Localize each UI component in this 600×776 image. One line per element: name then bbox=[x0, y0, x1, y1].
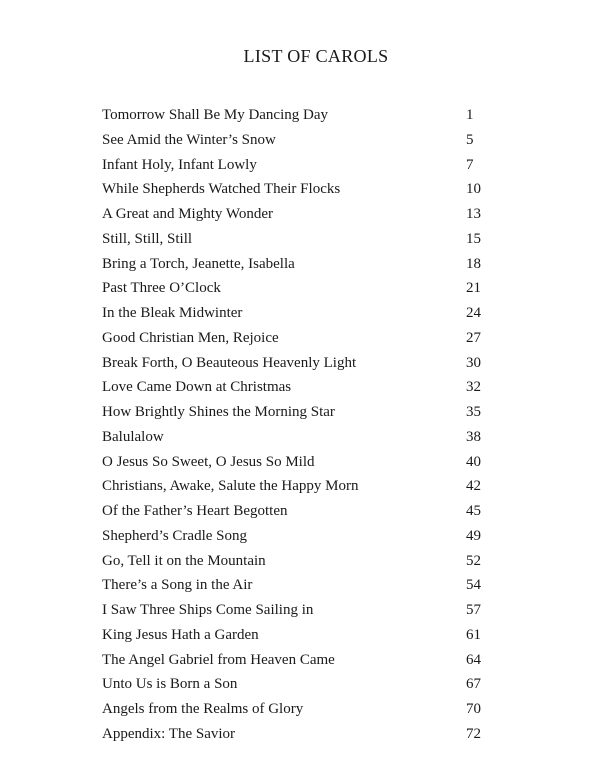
toc-entry bbox=[102, 252, 487, 277]
carol-title: Still, Still, Still bbox=[102, 230, 193, 247]
page-number: 70 bbox=[466, 701, 481, 717]
toc-entry bbox=[102, 351, 487, 376]
toc-entry bbox=[102, 697, 487, 722]
carol-title: See Amid the Winter’s Snow bbox=[102, 131, 276, 148]
carol-title: Appendix: The Savior bbox=[102, 725, 236, 742]
toc-entry bbox=[102, 598, 487, 623]
page-number: 61 bbox=[466, 626, 481, 643]
carol-title: Tomorrow Shall Be My Dancing Day bbox=[102, 107, 328, 123]
page-number: 15 bbox=[466, 230, 481, 247]
carol-title: Unto Us is Born a Son bbox=[102, 676, 238, 693]
toc-entry bbox=[102, 301, 487, 326]
toc-entry bbox=[102, 425, 487, 450]
carol-title: Of the Father’s Heart Begotten bbox=[102, 503, 288, 519]
page-title: LIST OF CAROLS bbox=[243, 46, 389, 66]
toc-entry bbox=[102, 276, 487, 301]
carol-title: Good Christian Men, Rejoice bbox=[102, 329, 279, 346]
carol-title: Break Forth, O Beauteous Heavenly Light bbox=[102, 354, 357, 371]
toc-entry bbox=[102, 524, 487, 549]
page-number: 24 bbox=[466, 305, 481, 321]
page-number: 7 bbox=[466, 156, 474, 173]
page-number: 72 bbox=[466, 725, 481, 742]
page-number: 27 bbox=[466, 329, 481, 346]
toc-entry bbox=[102, 103, 487, 128]
toc-entry bbox=[102, 153, 487, 178]
carol-title: Past Three O’Clock bbox=[102, 280, 221, 297]
toc-entry bbox=[102, 326, 487, 351]
table-of-contents bbox=[102, 103, 487, 747]
page-number: 5 bbox=[466, 131, 474, 148]
page-number: 1 bbox=[466, 107, 474, 123]
page-number: 38 bbox=[466, 428, 481, 445]
page-number: 45 bbox=[466, 503, 481, 519]
toc-entry bbox=[102, 375, 487, 400]
carol-title: Love Came Down at Christmas bbox=[102, 379, 292, 396]
carol-title: O Jesus So Sweet, O Jesus So Mild bbox=[102, 453, 315, 470]
toc-entry bbox=[102, 128, 487, 153]
toc-entry bbox=[102, 450, 487, 475]
carol-title: Shepherd’s Cradle Song bbox=[102, 527, 247, 544]
toc-entry bbox=[102, 672, 487, 697]
toc-entry bbox=[102, 202, 487, 227]
page-number: 35 bbox=[466, 404, 481, 420]
carol-title: Angels from the Realms of Glory bbox=[102, 701, 304, 717]
toc-entry bbox=[102, 474, 487, 499]
carol-title: Go, Tell it on the Mountain bbox=[102, 552, 266, 569]
carol-title: I Saw Three Ships Come Sailing in bbox=[102, 602, 314, 618]
carol-title: While Shepherds Watched Their Flocks bbox=[102, 181, 341, 198]
toc-entry bbox=[102, 648, 487, 673]
carol-title: In the Bleak Midwinter bbox=[102, 305, 243, 321]
page-number: 49 bbox=[466, 527, 481, 544]
carol-title: Balulalow bbox=[102, 428, 164, 445]
page-number: 67 bbox=[466, 676, 481, 693]
page-number: 21 bbox=[466, 280, 481, 297]
page-number: 40 bbox=[466, 453, 481, 470]
page-number: 32 bbox=[466, 379, 481, 396]
carol-title: There’s a Song in the Air bbox=[102, 577, 253, 594]
carol-title: Infant Holy, Infant Lowly bbox=[102, 156, 257, 173]
carol-title: Bring a Torch, Jeanette, Isabella bbox=[102, 255, 295, 272]
carol-title: The Angel Gabriel from Heaven Came bbox=[102, 651, 335, 668]
page-number: 13 bbox=[466, 206, 481, 222]
page-number: 18 bbox=[466, 255, 481, 272]
page-number: 64 bbox=[466, 651, 481, 668]
page-number: 57 bbox=[466, 602, 481, 618]
toc-entry bbox=[102, 722, 487, 747]
toc-entry bbox=[102, 227, 487, 252]
page-number: 54 bbox=[466, 577, 481, 594]
carol-title: Christians, Awake, Salute the Happy Morn bbox=[102, 478, 359, 495]
toc-entry bbox=[102, 573, 487, 598]
carol-title: A Great and Mighty Wonder bbox=[102, 206, 273, 222]
toc-entry bbox=[102, 623, 487, 648]
carol-title: How Brightly Shines the Morning Star bbox=[102, 404, 335, 420]
toc-entry bbox=[102, 177, 487, 202]
toc-entry bbox=[102, 549, 487, 574]
page-number: 30 bbox=[466, 354, 481, 371]
page-number: 52 bbox=[466, 552, 481, 569]
carol-title: King Jesus Hath a Garden bbox=[102, 626, 259, 643]
toc-entry bbox=[102, 400, 487, 425]
page-number: 10 bbox=[466, 181, 481, 198]
page-number: 42 bbox=[466, 478, 481, 495]
toc-entry bbox=[102, 499, 487, 524]
